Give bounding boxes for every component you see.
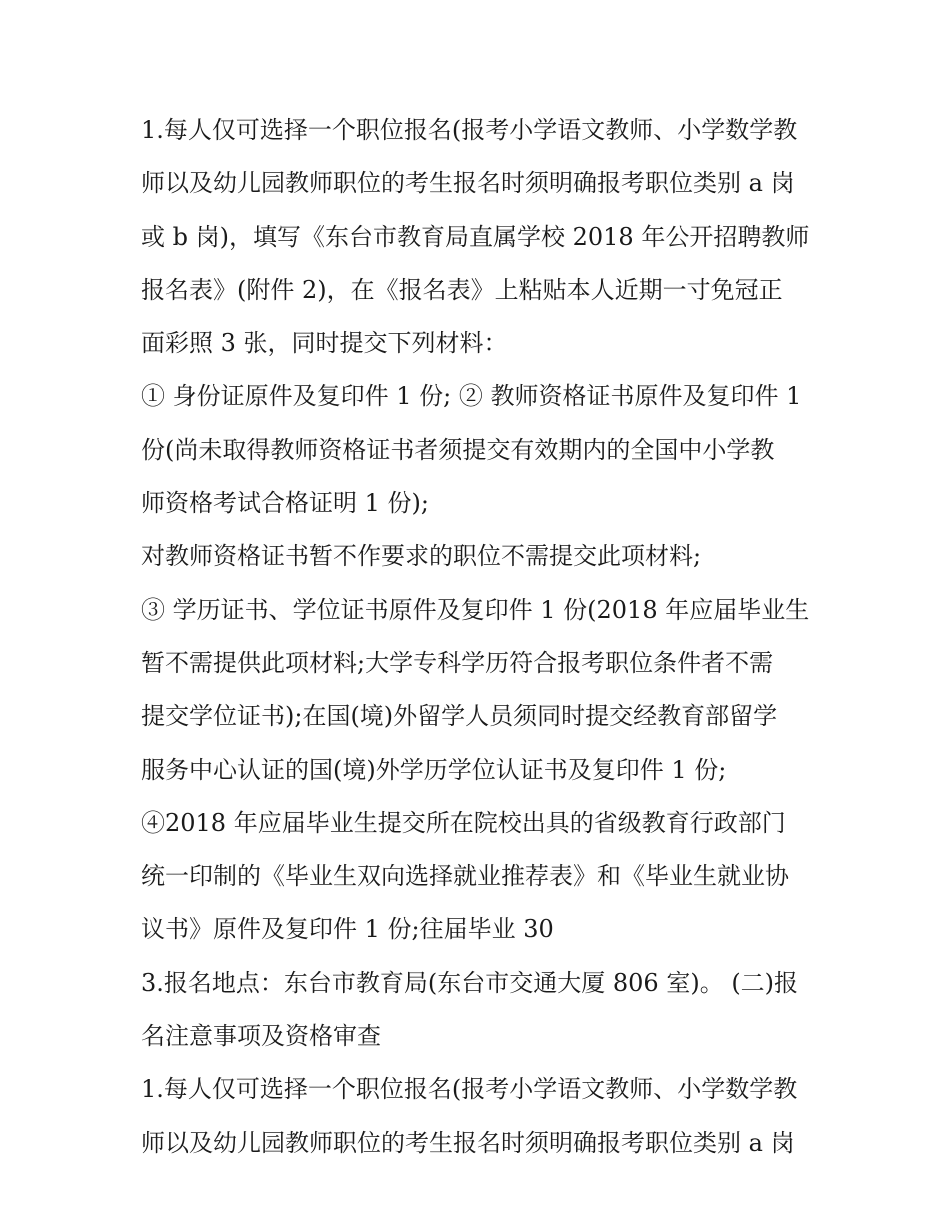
text-line: 1.每人仅可选择一个职位报名(报考小学语文教师、小学数学教	[141, 116, 798, 144]
text-line: 份(尚未取得教师资格证书者须提交有效期内的全国中小学教	[141, 435, 775, 464]
text-line: 师以及幼儿园教师职位的考生报名时须明确报考职位类别 a 岗	[141, 169, 795, 198]
text-line: ① 身份证原件及复印件 1 份; ② 教师资格证书原件及复印件 1	[141, 382, 802, 411]
document-body	[141, 104, 821, 1170]
text-line: 3.报名地点：东台市教育局(东台市交通大厦 806 室)。 (二)报	[141, 968, 799, 997]
text-line: 统一印制的《毕业生双向选择就业推荐表》和《毕业生就业协	[141, 862, 789, 891]
text-line: 师资格考试合格证明 1 份);	[141, 489, 429, 518]
text-line: 议书》原件及复印件 1 份;往届毕业 30	[141, 915, 554, 944]
text-line: 对教师资格证书暂不作要求的职位不需提交此项材料;	[141, 542, 702, 571]
text-line: 面彩照 3 张，同时提交下列材料：	[141, 329, 508, 358]
text-line: 或 b 岗)，填写《东台市教育局直属学校 2018 年公开招聘教师	[141, 222, 810, 251]
text-line: 暂不需提供此项材料;大学专科学历符合报考职位条件者不需	[141, 648, 774, 677]
text-line: 服务中心认证的国(境)外学历学位认证书及复印件 1 份;	[141, 755, 727, 784]
text-line: 师以及幼儿园教师职位的考生报名时须明确报考职位类别 a 岗	[141, 1128, 795, 1157]
text-line: 报名表》(附件 2)，在《报名表》上粘贴本人近期一寸免冠正	[141, 275, 783, 304]
text-line: ③ 学历证书、学位证书原件及复印件 1 份(2018 年应届毕业生	[141, 595, 810, 624]
text-line: 1.每人仅可选择一个职位报名(报考小学语文教师、小学数学教	[141, 1075, 798, 1104]
text-line: ④2018 年应届毕业生提交所在院校出具的省级教育行政部门	[141, 808, 786, 837]
text-line: 提交学位证书);在国(境)外留学人员须同时提交经教育部留学	[141, 702, 778, 731]
text-line: 名注意事项及资格审查	[141, 1022, 381, 1051]
